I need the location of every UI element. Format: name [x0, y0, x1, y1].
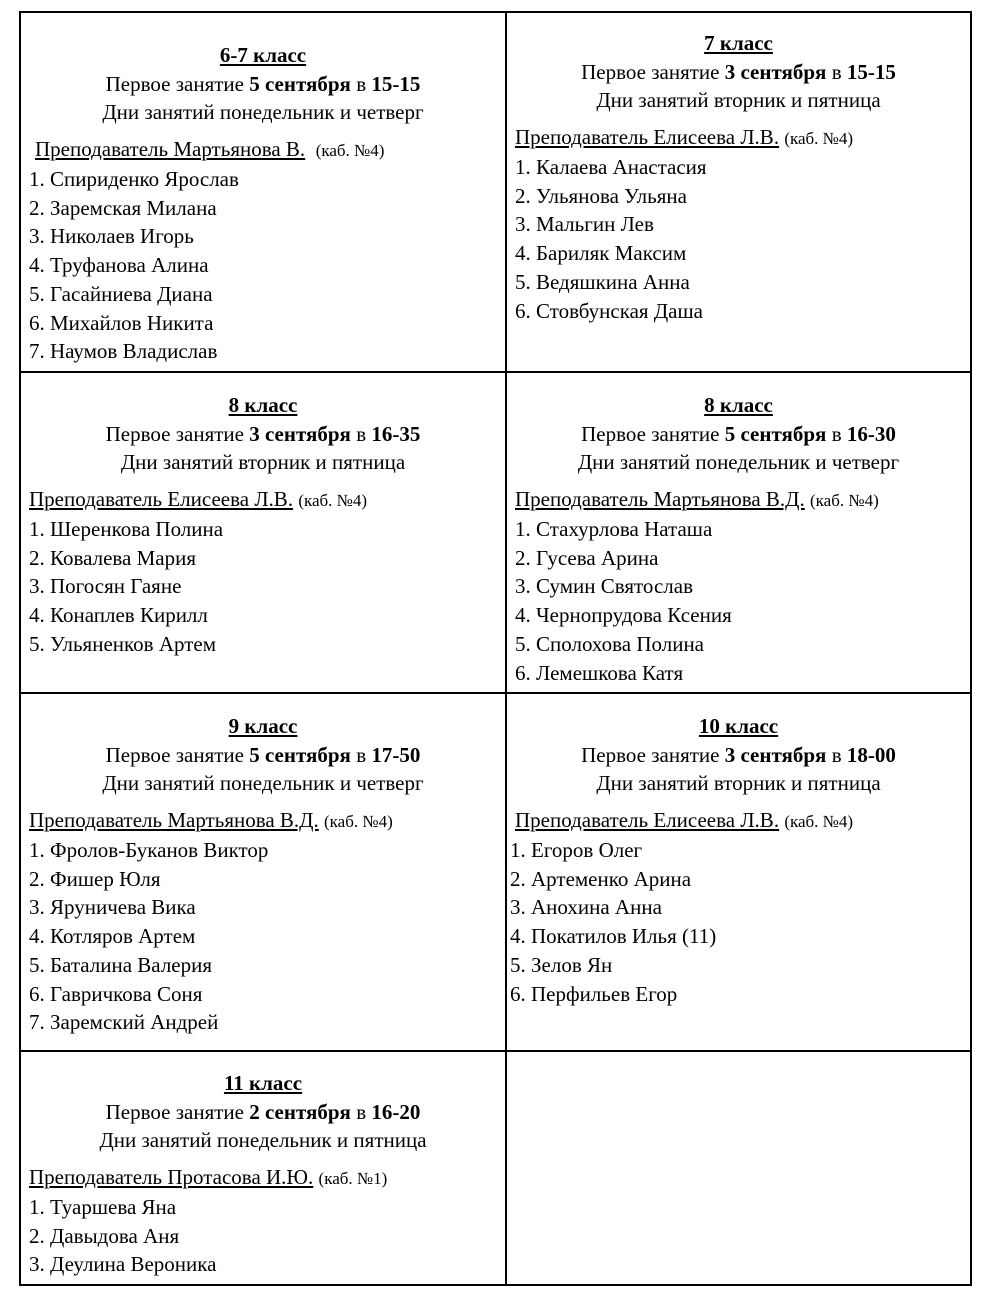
list-item: 5. Сполохова Полина — [515, 631, 704, 656]
list-item: 6. Стовбунская Даша — [515, 298, 703, 323]
student-list — [21, 165, 505, 366]
list-item: 3. Сумин Святослав — [515, 574, 693, 599]
room-number: (каб. №4) — [810, 490, 879, 510]
first-lesson-prefix: Первое занятие — [581, 742, 720, 767]
list-item: 2. Фишер Юля — [29, 866, 161, 891]
class-cell-7 — [507, 13, 970, 325]
first-lesson-in: в — [831, 742, 842, 767]
student-list — [21, 836, 505, 1037]
student-list — [507, 515, 970, 687]
first-lesson-in: в — [356, 1099, 367, 1124]
list-item: 1. Стахурлова Наташа — [515, 517, 713, 541]
class-cell-11 — [21, 1052, 505, 1279]
list-item: 5. Ульяненков Артем — [29, 631, 216, 656]
teacher-line — [21, 1163, 505, 1194]
first-lesson-time: 15-15 — [846, 59, 896, 84]
lesson-days: Дни занятий вторник и пятница — [596, 771, 881, 795]
first-lesson-line — [507, 58, 970, 87]
list-item: 6. Лемешкова Катя — [515, 660, 684, 685]
lesson-days: Дни занятий вторник и пятница — [120, 450, 406, 474]
first-lesson-in: в — [356, 742, 367, 767]
first-lesson-date: 2 сентября — [249, 1099, 351, 1124]
teacher-line — [507, 806, 970, 837]
room-number: (каб. №4) — [324, 811, 393, 831]
first-lesson-date: 3 сентября — [724, 59, 827, 84]
class-cell-6-7 — [21, 13, 505, 366]
class-title: 9 класс — [228, 714, 298, 738]
list-item: 6. Михайлов Никита — [29, 310, 214, 335]
teacher-line — [507, 123, 970, 154]
list-item: 3. Деулина Вероника — [29, 1252, 217, 1277]
table-border-bottom — [19, 1284, 972, 1286]
list-item: 5. Зелов Ян — [510, 952, 613, 977]
first-lesson-line — [21, 741, 505, 770]
list-item: 3. Погосян Гаяне — [29, 574, 182, 599]
list-item: 1. Шеренкова Полина — [29, 517, 224, 541]
list-item: 5. Ведяшкина Анна — [515, 269, 690, 294]
class-header — [507, 29, 970, 115]
teacher-line — [21, 135, 505, 166]
list-item: 2. Давыдова Аня — [29, 1223, 180, 1248]
list-item: 1. Спириденко Ярослав — [29, 167, 239, 191]
room-number: (каб. №4) — [298, 490, 368, 510]
teacher-line — [21, 806, 505, 837]
room-number: (каб. №4) — [315, 140, 385, 160]
class-cell-8-a — [21, 373, 505, 659]
teacher-name: Преподаватель Мартьянова В.Д. — [29, 807, 319, 832]
class-header — [21, 391, 505, 477]
first-lesson-prefix: Первое занятие — [105, 421, 244, 446]
list-item: 4. Бариляк Максим — [515, 241, 687, 266]
first-lesson-time: 16-35 — [371, 421, 421, 446]
first-lesson-time: 18-00 — [846, 742, 896, 767]
lesson-days: Дни занятий понедельник и пятница — [99, 1128, 427, 1152]
list-item: 2. Заремская Милана — [29, 195, 217, 220]
list-item: 1. Туаршева Яна — [29, 1195, 177, 1219]
lesson-days: Дни занятий вторник и пятница — [596, 88, 881, 112]
teacher-name: Преподаватель Елисеева Л.В. — [515, 124, 780, 149]
table-border-right — [970, 11, 972, 1286]
first-lesson-prefix: Первое занятие — [581, 59, 720, 84]
first-lesson-date: 5 сентября — [724, 421, 827, 446]
first-lesson-time: 15-15 — [371, 71, 421, 96]
first-lesson-date: 3 сентября — [249, 421, 351, 446]
class-title: 11 класс — [223, 1071, 303, 1095]
first-lesson-date: 5 сентября — [249, 71, 351, 96]
list-item: 6. Перфильев Егор — [510, 981, 678, 1006]
class-header — [507, 391, 970, 477]
first-lesson-line — [21, 420, 505, 449]
first-lesson-prefix: Первое занятие — [105, 71, 244, 96]
teacher-name: Преподаватель Елисеева Л.В. — [515, 807, 780, 832]
class-title: 10 класс — [698, 714, 779, 738]
list-item: 1. Фролов-Буканов Виктор — [29, 838, 269, 862]
first-lesson-line — [507, 741, 970, 770]
first-lesson-in: в — [356, 71, 367, 96]
class-cell-9 — [21, 694, 505, 1037]
teacher-name: Преподаватель Протасова И.Ю. — [29, 1164, 314, 1189]
list-item: 3. Анохина Анна — [510, 895, 662, 920]
class-title: 8 класс — [228, 393, 298, 417]
student-list — [507, 153, 970, 325]
room-number: (каб. №4) — [784, 811, 854, 831]
list-item: 7. Наумов Владислав — [29, 339, 218, 364]
teacher-line — [21, 485, 505, 516]
room-number: (каб. №4) — [784, 128, 854, 148]
lesson-days: Дни занятий понедельник и четверг — [102, 771, 424, 795]
list-item: 2. Ковалева Мария — [29, 545, 197, 570]
first-lesson-prefix: Первое занятие — [105, 1099, 244, 1124]
list-item: 6. Гавричкова Соня — [29, 981, 203, 1006]
teacher-name: Преподаватель Елисеева Л.В. — [29, 486, 294, 511]
first-lesson-prefix: Первое занятие — [105, 742, 244, 767]
first-lesson-time: 16-30 — [846, 421, 896, 446]
list-item: 5. Гасайниева Диана — [29, 281, 213, 306]
lesson-days: Дни занятий понедельник и четверг — [577, 450, 900, 474]
empty-cell — [507, 1052, 970, 1284]
first-lesson-time: 16-20 — [371, 1099, 421, 1124]
list-item: 4. Труфанова Алина — [29, 253, 209, 278]
teacher-name: Преподаватель Мартьянова В.Д. — [515, 486, 805, 511]
list-item: 3. Яруничева Вика — [29, 895, 196, 920]
class-title: 6-7 класс — [219, 43, 307, 67]
first-lesson-line — [21, 70, 505, 99]
first-lesson-line — [21, 1098, 505, 1127]
room-number: (каб. №1) — [318, 1168, 388, 1188]
first-lesson-in: в — [831, 59, 842, 84]
teacher-line — [507, 485, 970, 516]
list-item: 3. Мальгин Лев — [515, 212, 654, 237]
first-lesson-date: 5 сентября — [249, 742, 351, 767]
student-list — [21, 515, 505, 659]
list-item: 4. Котляров Артем — [29, 924, 196, 949]
list-item: 4. Покатилов Илья (11) — [510, 924, 717, 949]
class-title: 7 класс — [704, 31, 773, 55]
student-list — [507, 836, 970, 1008]
class-header — [21, 41, 505, 127]
list-item: 1. Егоров Олег — [510, 838, 643, 862]
first-lesson-in: в — [831, 421, 842, 446]
class-cell-8-b — [507, 373, 970, 687]
student-list — [21, 1193, 505, 1279]
list-item: 2. Ульянова Ульяна — [515, 183, 687, 208]
first-lesson-prefix: Первое занятие — [581, 421, 720, 446]
list-item: 4. Конаплев Кирилл — [29, 603, 208, 628]
lesson-days: Дни занятий понедельник и четверг — [102, 100, 424, 124]
teacher-name: Преподаватель Мартьянова В. — [35, 136, 306, 161]
list-item: 4. Чернопрудова Ксения — [515, 603, 732, 628]
first-lesson-in: в — [356, 421, 367, 446]
list-item: 1. Калаева Анастасия — [515, 155, 707, 179]
list-item: 5. Баталина Валерия — [29, 952, 213, 977]
list-item: 3. Николаев Игорь — [29, 224, 194, 249]
class-header — [507, 712, 970, 798]
list-item: 7. Заремский Андрей — [29, 1010, 219, 1035]
class-title: 8 класс — [704, 393, 773, 417]
first-lesson-line — [507, 420, 970, 449]
first-lesson-time: 17-50 — [371, 742, 421, 767]
class-header — [21, 1069, 505, 1155]
list-item: 2. Артеменко Арина — [510, 866, 692, 891]
class-header — [21, 712, 505, 798]
list-item: 2. Гусева Арина — [515, 545, 659, 570]
class-cell-10 — [507, 694, 970, 1008]
first-lesson-date: 3 сентября — [724, 742, 827, 767]
